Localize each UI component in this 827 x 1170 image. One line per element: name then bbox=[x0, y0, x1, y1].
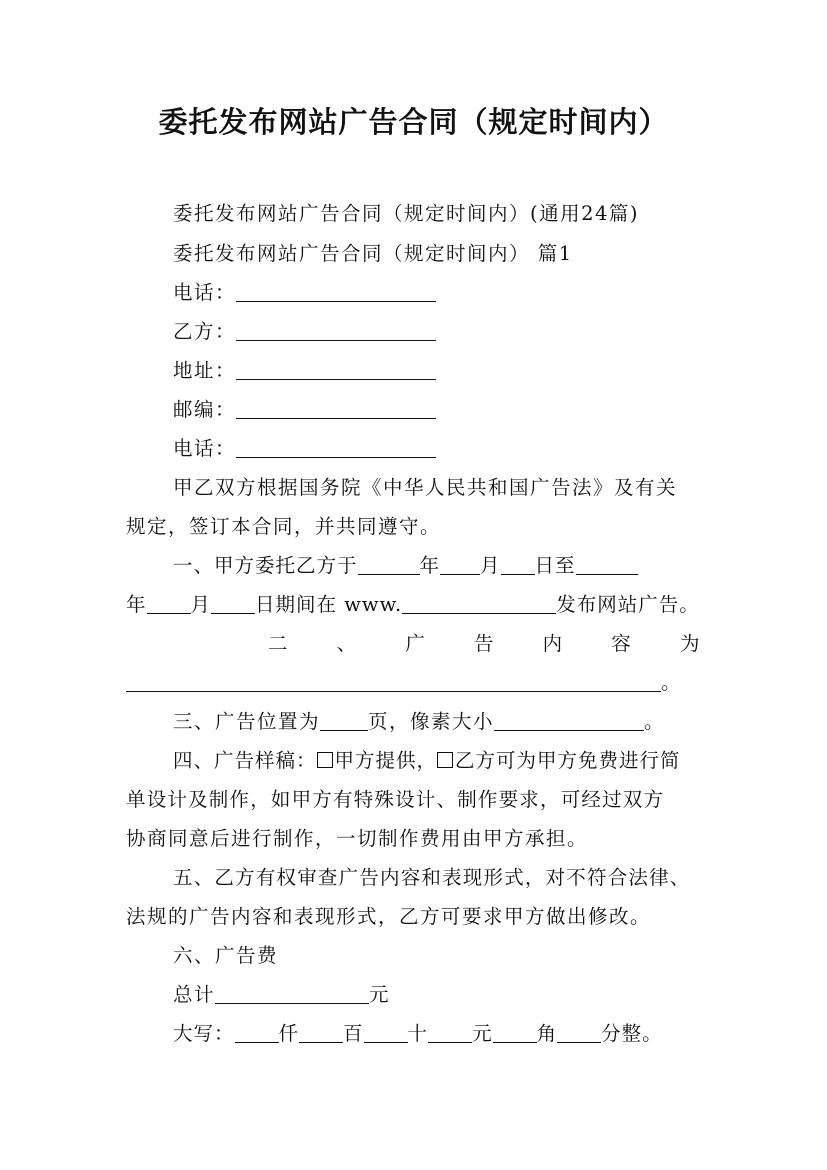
clause-2-line-1 bbox=[268, 628, 701, 656]
field-label: 电话： bbox=[173, 437, 237, 460]
clause-text: 百 bbox=[343, 1022, 364, 1045]
field-postcode bbox=[173, 394, 701, 422]
clause-text: 甲方提供， bbox=[334, 749, 438, 772]
document-title: 委托发布网站广告合同（规定时间内） bbox=[158, 105, 669, 139]
blank-line bbox=[364, 1023, 408, 1044]
clause-text: 元 bbox=[369, 983, 391, 1006]
blank-line bbox=[236, 282, 436, 303]
clause-5-line-1: 五、乙方有权审查广告内容和表现形式，对不符合法律、 bbox=[173, 866, 691, 889]
clause-1-line-1 bbox=[173, 550, 701, 578]
clause-6-capitalized bbox=[173, 1018, 701, 1046]
clause-char: 容 bbox=[611, 632, 633, 655]
blank-line bbox=[236, 438, 436, 459]
clause-text: 发布网站广告。 bbox=[556, 593, 700, 616]
clause-3 bbox=[173, 706, 701, 734]
blank-line bbox=[576, 555, 638, 576]
intro-line-2: 规定，签订本合同，并共同遵守。 bbox=[126, 515, 442, 538]
blank-line bbox=[235, 1023, 279, 1044]
blank-line bbox=[299, 1023, 343, 1044]
clause-text: 乙方可为甲方免费进行简 bbox=[455, 749, 681, 772]
clause-text: 三、广告位置为 bbox=[173, 710, 321, 733]
clause-char: 内 bbox=[542, 632, 564, 655]
checkbox[interactable] bbox=[437, 752, 453, 768]
clause-char: 广 bbox=[405, 632, 427, 655]
clause-text: 四、广告样稿： bbox=[173, 749, 317, 772]
blank-line bbox=[557, 1023, 601, 1044]
clause-text: 年 bbox=[126, 593, 147, 616]
clause-text: 月 bbox=[190, 593, 212, 616]
field-label: 邮编： bbox=[173, 398, 237, 421]
clause-text: 十 bbox=[407, 1022, 429, 1045]
clause-5-line-2: 法规的广告内容和表现形式，乙方可要求甲方做出修改。 bbox=[126, 905, 652, 928]
clause-text: 日至 bbox=[534, 554, 576, 577]
blank-line bbox=[428, 1023, 472, 1044]
clause-text: 大写： bbox=[173, 1022, 235, 1045]
blank-line bbox=[147, 594, 191, 615]
field-address bbox=[173, 355, 701, 383]
clause-text: 分整。 bbox=[601, 1022, 663, 1045]
field-phone-1 bbox=[173, 277, 701, 305]
clause-6-total bbox=[173, 979, 701, 1007]
clause-1-line-2 bbox=[126, 589, 701, 617]
blank-line bbox=[215, 984, 369, 1005]
blank-line bbox=[320, 711, 368, 732]
blank-line bbox=[402, 594, 556, 615]
clause-text: 角 bbox=[536, 1022, 558, 1045]
clause-text: 元 bbox=[472, 1022, 493, 1045]
clause-text: 一、甲方委托乙方于 bbox=[173, 554, 358, 577]
clause-text: 年 bbox=[419, 554, 441, 577]
blank-line bbox=[236, 360, 436, 381]
clause-text: 月 bbox=[480, 554, 501, 577]
clause-text: 日期间在 www. bbox=[255, 593, 403, 616]
clause-char: 为 bbox=[679, 632, 701, 655]
clause-char: 告 bbox=[473, 632, 495, 655]
clause-char: 、 bbox=[336, 632, 358, 655]
clause-text: 仟 bbox=[278, 1022, 300, 1045]
blank-line bbox=[501, 555, 535, 576]
section-heading: 委托发布网站广告合同（规定时间内） 篇1 bbox=[173, 242, 573, 265]
clause-text: 。 bbox=[661, 671, 683, 694]
blank-line bbox=[236, 321, 436, 342]
clause-char: 二 bbox=[268, 632, 290, 655]
clause-text: 页，像素大小 bbox=[368, 710, 495, 733]
clause-text: 总计 bbox=[173, 983, 216, 1006]
clause-text: 。 bbox=[644, 710, 666, 733]
blank-line bbox=[211, 594, 255, 615]
blank-line bbox=[493, 1023, 537, 1044]
field-label: 电话： bbox=[173, 281, 237, 304]
document-subtitle: 委托发布网站广告合同（规定时间内）(通用24篇) bbox=[173, 202, 640, 225]
clause-4-line-3: 协商同意后进行制作，一切制作费用由甲方承担。 bbox=[126, 827, 589, 850]
field-phone-2 bbox=[173, 433, 701, 461]
intro-line-1: 甲乙双方根据国务院《中华人民共和国广告法》及有关 bbox=[173, 476, 678, 499]
clause-6-heading: 六、广告费 bbox=[173, 944, 279, 967]
clause-4-line-1 bbox=[173, 745, 701, 773]
clause-4-line-2: 单设计及制作，如甲方有特殊设计、制作要求，可经过双方 bbox=[126, 788, 665, 811]
field-label: 乙方： bbox=[173, 320, 237, 343]
blank-line bbox=[358, 555, 420, 576]
blank-line bbox=[494, 711, 644, 732]
blank-line bbox=[440, 555, 480, 576]
checkbox[interactable] bbox=[317, 752, 333, 768]
clause-2-line-2 bbox=[126, 667, 701, 695]
blank-line bbox=[236, 399, 436, 420]
blank-line bbox=[126, 672, 661, 693]
field-party-b bbox=[173, 316, 701, 344]
field-label: 地址： bbox=[173, 359, 237, 382]
